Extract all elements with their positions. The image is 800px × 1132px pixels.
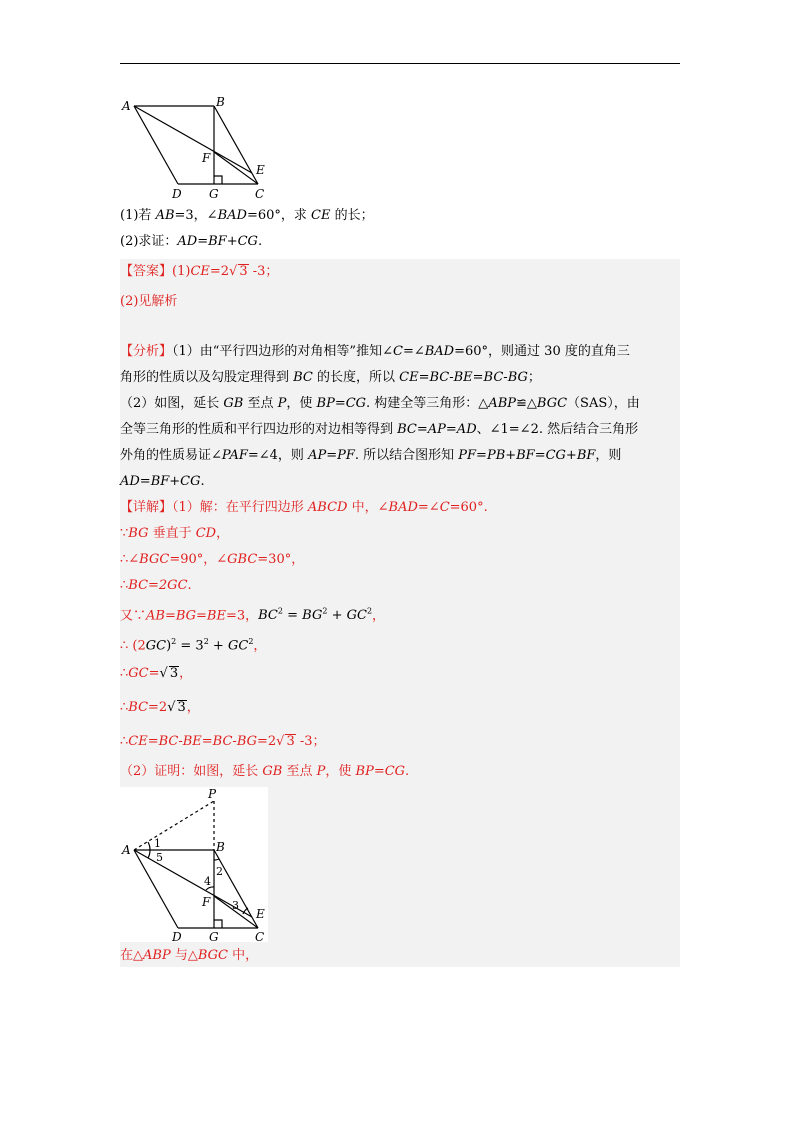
detail-d1-b: 中，∠ [347, 500, 389, 515]
label-f: F [202, 151, 211, 165]
analysis-line-4 [120, 421, 638, 439]
detail-d1-c: =∠ [417, 500, 440, 515]
detail-line-9: ∴CE=BC-BE=BC-BG=2√ 3 -3； [120, 734, 326, 749]
analysis-line-2 [120, 369, 541, 387]
detail-d6-c: = 3 [176, 638, 204, 654]
detail-d3-gbc: GBC [227, 552, 258, 567]
q2-end: . [257, 234, 263, 249]
analysis-l2-formula: CE=BC-BE=BC-BG [399, 370, 528, 385]
detail-d5-gc: GC [346, 608, 367, 624]
detail-d10-bp: BP=CG [355, 764, 406, 779]
parallelogram-figure-1 [118, 94, 278, 202]
analysis-l5-ap: AP=PF [308, 448, 355, 463]
detail-d3-a: ∴∠ [120, 552, 140, 567]
analysis-l2-b: 的长度，所以 [312, 370, 400, 385]
detail-d4-f: BC=2GC [128, 578, 188, 593]
label-p: P [208, 787, 217, 801]
detail-d10-end: . [405, 764, 410, 779]
detail-d3-b: =90°，∠ [169, 552, 228, 567]
analysis-line-6 [120, 473, 205, 491]
angle-label-2: 2 [216, 865, 223, 878]
label-e: E [256, 907, 265, 921]
q1-ce: CE [311, 208, 331, 223]
detail-d8-b: =2 [148, 700, 168, 715]
analysis-l3-abp: ABP [488, 396, 517, 411]
detail-d8-bc: BC [128, 700, 149, 715]
segment-ad [134, 106, 178, 184]
detail-d1-abcd: ABCD [307, 500, 348, 515]
detail-d7-a: ∴ [120, 666, 129, 681]
detail-d11-a: 在△ [120, 948, 143, 963]
analysis-l2-a: 角形的性质以及勾股定理得到 [120, 370, 294, 385]
analysis-l1-bad: BAD [424, 344, 455, 359]
analysis-l4-a: 全等三角形的性质和平行四边形的对边相等得到 [120, 422, 398, 437]
analysis-line-1 [120, 343, 630, 361]
detail-d2-cd: CD [195, 526, 217, 541]
analysis-l5-c: . 所以结合图形知 [354, 448, 459, 463]
detail-d11-b: 与△ [170, 948, 198, 963]
answer-1-eq: =2 [209, 264, 230, 279]
analysis-l6-end: . [200, 474, 205, 489]
question-1 [120, 207, 374, 225]
detail-line-5: 又∵AB=BG=BE=3，$BC^2 = BG^2 + GC^2$， [120, 607, 386, 624]
segment-fc [214, 152, 258, 184]
analysis-l5-a: 外角的性质易证∠ [120, 448, 222, 463]
detail-d4-a: ∴ [120, 578, 129, 593]
detail-d6-d: + [208, 638, 228, 654]
q1-ab: AB [155, 208, 175, 223]
detail-d6-a: ∴ (2 [120, 638, 146, 654]
label-d: D [172, 187, 182, 201]
answer-1-sqrt: 3 [239, 264, 248, 279]
detail-line-1 [120, 499, 488, 517]
answer-1-ce: CE [190, 264, 210, 279]
detail-line-3 [120, 551, 304, 569]
detail-d4-end: . [187, 578, 192, 593]
label-d: D [172, 930, 182, 942]
analysis-l5-f: PF=PB+BF=CG+BF [458, 448, 596, 463]
detail-d2-bg: BG [128, 526, 149, 541]
analysis-l3-bp: BP=CG [316, 396, 367, 411]
detail-d11-abp: ABP [143, 948, 171, 963]
detail-d7-b: = [148, 666, 160, 681]
detail-d11-bgc: BGC [197, 948, 228, 963]
answer-1-end: -3； [248, 264, 279, 279]
detail-d5-eq: = [282, 608, 303, 624]
parallelogram-figure-2 [118, 787, 268, 942]
detail-d1-a: （1）解：在平行四边形 [172, 500, 308, 515]
q2-prefix: (2)求证： [120, 234, 178, 249]
angle-5-arc [148, 850, 150, 858]
detail-d5-plus: + [327, 608, 347, 624]
detail-d7-end: ， [179, 666, 193, 681]
angle-label-4: 4 [204, 875, 211, 888]
detail-d8-a: ∴ [120, 700, 129, 715]
label-a: A [122, 99, 131, 113]
angle-1-arc [148, 842, 150, 850]
angle-label-1: 1 [154, 837, 161, 850]
detail-label: 【详解】 [120, 500, 173, 515]
answer-line-1: 【答案】(1)CE=2√ 3 -3； [120, 264, 279, 279]
detail-d2-a: ∵ [120, 526, 129, 541]
detail-d3-end: =30°， [257, 552, 305, 567]
analysis-l3-a: （2）如图，延长 [120, 396, 224, 411]
analysis-l1-a: （1）由“平行四边形的对角相等”推知∠ [172, 344, 393, 359]
analysis-l3-c: ，使 [286, 396, 317, 411]
detail-d8-sqrt: 3 [177, 700, 186, 715]
detail-d6-b: ) [166, 638, 172, 654]
q1-prefix: (1)若 [120, 208, 156, 223]
detail-d2-end: ， [216, 526, 230, 541]
detail-d5-bg: BG [302, 608, 323, 624]
analysis-l4-end: 、∠1=∠2. 然后结合三角形 [476, 422, 639, 437]
label-c: C [255, 930, 265, 942]
analysis-l3-gb: GB [223, 396, 244, 411]
detail-line-10 [120, 763, 409, 781]
detail-line-7: ∴GC=√ 3， [120, 666, 193, 681]
label-g: G [209, 930, 219, 942]
analysis-label: 【分析】 [120, 344, 173, 359]
analysis-l1-b: =∠ [402, 344, 425, 359]
detail-d6-gc2: GC [227, 638, 249, 654]
detail-d5-bc: BC [258, 608, 278, 624]
detail-line-2 [120, 525, 229, 543]
angle-label-5: 5 [156, 851, 163, 864]
detail-d5-end: ， [372, 608, 386, 624]
analysis-l3-bgc: BGC [536, 396, 568, 411]
question-2 [120, 233, 262, 251]
right-angle-mark [214, 920, 222, 928]
analysis-line-3 [120, 395, 640, 413]
analysis-l5-paf: PAF [221, 448, 248, 463]
analysis-l6-f: AD=BF+CG [120, 474, 201, 489]
analysis-l1-end: =60°，则通过 30 度的直角三 [454, 344, 630, 359]
detail-d10-gb: GB [262, 764, 283, 779]
detail-d9-a: ∴ [120, 734, 129, 749]
right-angle-mark [214, 176, 222, 184]
detail-d10-b: 至点 [282, 764, 317, 779]
detail-d8-end: ， [186, 700, 200, 715]
analysis-l5-end: ，则 [595, 448, 622, 463]
answer-1-prefix: (1) [172, 264, 191, 279]
answer-label: 【答案】 [120, 264, 173, 279]
detail-line-4 [120, 577, 192, 595]
detail-d7-sqrt: 3 [169, 666, 179, 681]
detail-line-8: ∴BC=2√ 3， [120, 700, 200, 715]
label-a: A [122, 843, 131, 857]
analysis-l3-b: 至点 [243, 396, 278, 411]
detail-line-6: ∴ $(2GC)^2 = 3^2 + GC^2$， [120, 637, 267, 654]
detail-d5-f: AB=BG=BE [146, 608, 226, 624]
segment-ae [134, 106, 252, 173]
analysis-line-5 [120, 447, 621, 465]
detail-d9-b: =2 [257, 734, 277, 749]
angle-label-3: 3 [232, 899, 239, 912]
analysis-l3-e: ≌△ [516, 396, 537, 411]
q1-mid: =3，∠ [174, 208, 218, 223]
detail-d5-b: =3， [225, 608, 259, 624]
detail-d1-cc: C [439, 500, 450, 515]
analysis-l3-p: P [277, 396, 287, 411]
header-rule [120, 63, 680, 64]
analysis-l4-f: BC=AP=AD [397, 422, 477, 437]
q1-mid2: =60°，求 [246, 208, 312, 223]
segment-ap-dashed [134, 801, 214, 850]
detail-d11-end: 中， [227, 948, 259, 963]
analysis-l3-end: （SAS），由 [567, 396, 640, 411]
q1-end: 的长； [330, 208, 374, 223]
label-c: C [255, 187, 265, 201]
detail-d10-c: ，使 [325, 764, 356, 779]
label-g: G [209, 187, 219, 201]
detail-line-11 [120, 947, 258, 965]
label-b: B [216, 840, 225, 854]
analysis-l1-c: C [392, 344, 403, 359]
answer-line-2 [120, 293, 177, 311]
q2-formula: AD=BF+CG [177, 234, 258, 249]
detail-d7-gc: GC [128, 666, 149, 681]
q1-bad: BAD [217, 208, 247, 223]
detail-d6-end: ， [253, 638, 267, 654]
detail-d1-bad: BAD [388, 500, 418, 515]
answer-2: (2)见解析 [120, 294, 178, 309]
label-b: B [216, 95, 225, 109]
detail-d10-p: P [316, 764, 326, 779]
detail-d9-sqrt: 3 [286, 734, 295, 749]
detail-d1-end: =60°. [449, 500, 488, 515]
detail-d5-a: 又∵ [120, 608, 147, 624]
label-f: F [202, 895, 211, 909]
analysis-l2-bc: BC [293, 370, 313, 385]
detail-d9-end: -3； [295, 734, 326, 749]
angle-2-arc [214, 859, 219, 860]
label-e: E [256, 163, 265, 177]
detail-d6-gc: GC [145, 638, 167, 654]
analysis-l3-d: . 构建全等三角形：△ [366, 396, 489, 411]
analysis-l2-end: ； [527, 370, 541, 385]
analysis-l5-b: =∠4，则 [247, 448, 309, 463]
detail-d9-f: CE=BC-BE=BC-BG [128, 734, 257, 749]
detail-d3-bgc: BGC [139, 552, 170, 567]
detail-d10-a: （2）证明：如图，延长 [120, 764, 263, 779]
detail-d2-b: 垂直于 [148, 526, 196, 541]
